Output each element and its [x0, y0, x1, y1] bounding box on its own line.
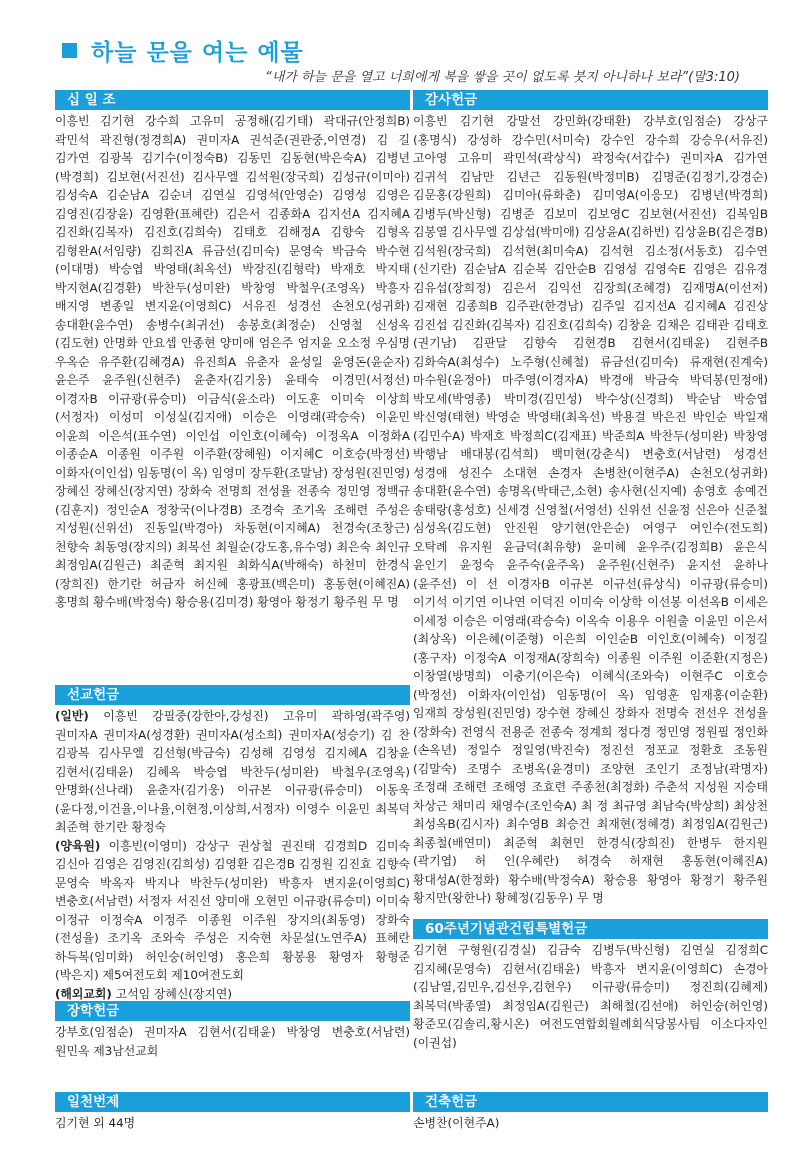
thousand-offering-names: 김기현 외 44명: [55, 1116, 136, 1130]
section-thousand-offering: [55, 1092, 410, 1133]
section-header-scholarship: 장학헌금: [55, 1001, 410, 1021]
building-names: 손병찬(이현주A): [413, 1116, 500, 1130]
anniversary-names: 김기현 구형원(김경실) 김금숙 김병두(박신형) 김연실 김정희C 김지혜(문영숙) 김현서(김태윤) 박흥자 변지윤(이영희C) 손경아(김남열,김민우,김선우,김현우) 이규광(류승미) 정진희(김혜제) 최복덕(박종열) 최정임A(김원근) 최해철(김선애) 허인숭(허인영) 황준모(김솔리,황시온) 여전도연합회월례회식당봉사팀 이소다자인(이권섭): [413, 943, 768, 1050]
section-header-mission: 선교헌금: [55, 685, 410, 705]
section-header-tithe: 십 일 조: [55, 90, 410, 110]
thanks-names: 이흥빈 김기현 강말선 강민화(강태환) 강부호(임점순) 강상구(홍명식) 강성하 강수민(서미숙) 강수인 강수희 강승우(서유진) 고아영 고유미 곽민석(곽상식) 곽정숙(서갑수) 권미자A 김가연 김귀석 김남만 김년근 김동원(박정미B) 김명준(김정기,강경순) 김문홍(강원희) 김미아(류화춘) 김미영A(이응모) 김병년(박경희) 김병두(박신형) 김병준 김보미 김보영C 김보현(서진선) 김복임B 김봉열 김사무엘 김상섭(박미애) 김상윤A(김하빈) 김상윤B(김은경B) 김석원(장국희) 김석현(최미숙A) 김석현 김소정(서동호) 김수연(신기란) 김순남A 김순복 김안순B 김영성 김영숙E 김영은 김유경 김유섭(장희정) 김은서 김익선 김장희(조혜경) 김재명A(이선저) 김재현 김종희B 김주관(한경남) 김주일 김지선A 김지혜A 김진상 김진섭 김진화(김복자) 김진호(김희숙) 김창윤 김채은 김태관 김태호(권기남) 김판달 김향숙 김현경B 김현서(김태윤) 김현주B 김화숙A(최성수) 노주형(신혜철) 류금선(김미숙) 류재현(진계숙) 마수원(윤정아) 마주영(이경자A) 박경애 박금숙 박덕봉(민정애) 박모세(박영종) 박미경(김민성) 박수상(신경희) 박순남 박승엽 박신영(태현) 박영순 박영태(최옥선) 박용걸 박은진 박인순 박일재(김민수A) 박재호 박정희C(김재표) 박준희A 박찬두(성미완) 박창영 박행남 배대봉(김석희) 백미현(강춘식) 변충호(서남련) 성경선 성경애 성진수 소대현 손경자 손병찬(이현주A) 손천오(성귀화) 송대환(윤수연) 송명옥(박태근,소현) 송사현(신지예) 송영호 송예건 송태랑(홍성호) 신세경 신영철(서영선) 신위선 신윤정 신은아 신준철 심성옥(김도현) 안진원 양기현(안은순) 여영구 여인수(전도희) 오탁례 유지원 윤금덕(최유향) 윤미혜 윤우주(김정희B) 윤은식 윤인기 윤정숙 윤주숙(윤주옥) 윤주원(신현주) 윤지선 윤하나(윤주선) 이 선 이경자B 이규본 이규선(류상식) 이규광(류승미) 이기석 이기연 이나연 이덕진 이미숙 이상학 이선봉 이선옥B 이세은 이세정 이승은 이영래(곽승숙) 이옥숙 이용우 이원출 이윤민 이은서(최상옥) 이은혜(이준형) 이은희 이인순B 이인호(이혜숙) 이정길(홍구자) 이정숙A 이정재A(장희숙) 이종원 이주원 이준환(지정은) 이창열(방명희) 이충기(이은숙) 이혜식(조와숙) 이현주C 이호승(박정선) 이화자(이인섭) 임동명(이 옥) 임영훈 임재홍(이순환) 임재희 장성원(진민영) 장수현 장혜신 장화자 전명숙 전선우 전성율(장화숙) 전영식 전용준 전종숙 정계희 정다경 정민영 정원필 정인화(손옥년) 정일수 정일영(박진숙) 정진선 정포교 정환호 조동원(김말숙) 조명수 조병옥(윤경미) 조양현 조인기 조정남(곽명자) 조정래 조해련 조해영 조효련 주종천(최정화) 주춘석 지성원 지승태 차상근 채미리 채영수(조인숙A) 최 정 최규영 최남숙(박상희) 최상천 최성옥B(김시자) 최수영B 최승건 최재현(정혜경) 최정임A(김원근) 최종철(배연미) 최준혁 최현민 한경식(장희진) 한병두 한지원(곽기엽) 허 인(우혜란) 허경숙 허재현 홍동현(이혜진A) 황대성A(한정화) 황수배(박정숙A) 황승용 황영아 황정기 황주원 황지만(왕한나) 황혜정(김동우) 무 명: [413, 114, 768, 905]
mission-group-label: (양육원): [55, 838, 101, 853]
scholarship-names: 강부호(임점순) 권미자A 김현서(김태윤) 박창영 변충호(서남련) 원민옥 제3남선교회: [55, 1025, 410, 1058]
section-60th-anniversary: [413, 919, 768, 1052]
mission-group-label: (일반): [55, 709, 89, 723]
mission-group-text: 이흥빈(이영미) 강상구 권상철 권진태 김경희D 김미숙 김신아 김영은 김영진(김희성) 김영환 김은경B 김정원 김진효 김향숙 문영숙 박옥자 박지나 박찬두(성미완) 박흥자 변지윤(이영희C) 변충호(서남련) 서정자 서진선 양미애 오현민 이규광(류승미) 이미숙 이정규 이정숙A 이정주 이종원 이주원 장지의(최동영) 장화숙(전성율) 조기옥 조와숙 주성은 지숙현 차문설(노연주A) 표혜란 하득복(임미화) 허인숭(허인영) 홍은희 황봉용 황영자 황형준(박은지) 제5여전도회 제10여전도회: [55, 838, 410, 982]
mission-group-text: 고석임 장혜신(장지연): [111, 986, 233, 1001]
mission-group-nurture: [55, 837, 410, 985]
section-header-thanks: 감사헌금: [413, 90, 768, 110]
scripture-verse: “내가 하늘 문을 열고 너희에게 복을 쌓을 곳이 없도록 붓지 아니하나 보라”(말3:10): [264, 70, 740, 85]
section-scholarship: [55, 1001, 410, 1060]
page-title: 하늘 문을 여는 예물: [91, 40, 304, 66]
title-row: [62, 34, 304, 67]
section-mission: [55, 685, 410, 1003]
section-tithe: [55, 90, 410, 612]
mission-group-general: [55, 707, 410, 837]
mission-group-text: 이흥빈 강필중(강한아,강성진) 고유미 곽하영(곽주영) 권미자A 권미자A(성경환) 권미자A(성소희) 권미자A(성승기) 김 찬 김광복 김사무엘 김선형(박금숙) 김성해 김영성 김지혜A 김창윤 김현서(김태윤) 김혜옥 박승엽 박찬두(성미완) 박철우(조영옥) 안명화(신나래) 윤춘자(김기웅) 이규본 이규광(류승미) 이동욱(윤다정,이건율,이나율,이현정,이상희,서정자) 이영수 이윤민 최복덕 최준혁 한기란 황정숙: [55, 709, 410, 834]
section-header-thousand-offering: 일천번제: [55, 1092, 410, 1112]
tithe-names: 이흥빈 김기현 강수희 고유미 공정해(김기태) 곽대규(안정희B) 곽민석 곽진형(정경희A) 권미자A 권석준(권관중,이연경) 김 길 김가연 김광복 김기수(이정숙B) 김동민 김동현(박은숙A) 김병년(박경희) 김보현(서진선) 김사무엘 김석원(장국희) 김성규(이미아) 김성숙A 김순남A 김순녀 김연실 김영석(안영순) 김영성 김영은 김영진(김장윤) 김영환(표혜란) 김은서 김종화A 김지선A 김지혜A 김진화(김복자) 김진호(김희숙) 김태호 김해정A 김향숙 김형옥 김형완A(서임량) 김희진A 류금선(김미숙) 문영숙 박금숙 박수현(이대명) 박승엽 박영태(최옥선) 박장진(김형락) 박재호 박지태 박지현A(김경환) 박찬두(성미완) 박창영 박철우(조영옥) 박흥자 배지영 변종일 변지윤(이영희C) 서유진 성경선 손천오(성귀화) 송대환(윤수연) 송병수(최귀선) 송봉호(최정순) 신영철 신성옥(김도현) 안명화 안요셉 안종현 양미애 엄은주 엄지윤 오소정 우심명 우옥순 유주환(김혜경A) 유진희A 유춘자 윤성일 윤영돈(윤순자) 윤은주 윤주원(신현주) 윤춘자(김기웅) 윤태숙 이경민(서정선) 이경자B 이규광(류승미) 이금식(윤소라) 이도훈 이미숙 이상희(서정자) 이성미 이성실(김지애) 이승은 이영래(곽승숙) 이윤민 이윤희 이은석(표수연) 이인섭 이인호(이혜숙) 이정옥A 이정화A 이종순A 이종원 이주원 이주환(장혜원) 이지혜C 이호승(박정선) 이화자(이인섭) 임동명(이 옥) 임영미 장두환(조말남) 장성원(진민영) 장혜신 장혜신(장지연) 장화숙 전명희 전성율 전종숙 정민영 정백규(김훈지) 정인순A 정창국(이나경B) 조경숙 조기옥 조해련 주성은 지성원(신위선) 진동일(박경아) 차동현(이지혜A) 천경숙(조창근) 천향숙 최동영(장지의) 최복선 최월순(강도홍,유수영) 최은숙 최인규 최정임A(김원근) 최준혁 최지원 최화식A(박해숙) 하천미 한경식(장희진) 한기란 허금자 허신혜 홍광표(백은미) 홍동현(이혜진A) 홍명희 황수배(박정숙) 황승용(김미경) 황영아 황정기 황주원 무 명: [55, 114, 410, 609]
title-bullet-square: [62, 43, 77, 58]
mission-names: [55, 707, 410, 1003]
mission-group-label: (해외교회): [55, 986, 112, 1001]
section-header-building: 건축헌금: [413, 1092, 768, 1112]
section-building: [413, 1092, 768, 1133]
section-thanks: [413, 90, 768, 908]
section-header-60th-anniversary: 60주년기념관건립특별헌금: [413, 919, 768, 939]
